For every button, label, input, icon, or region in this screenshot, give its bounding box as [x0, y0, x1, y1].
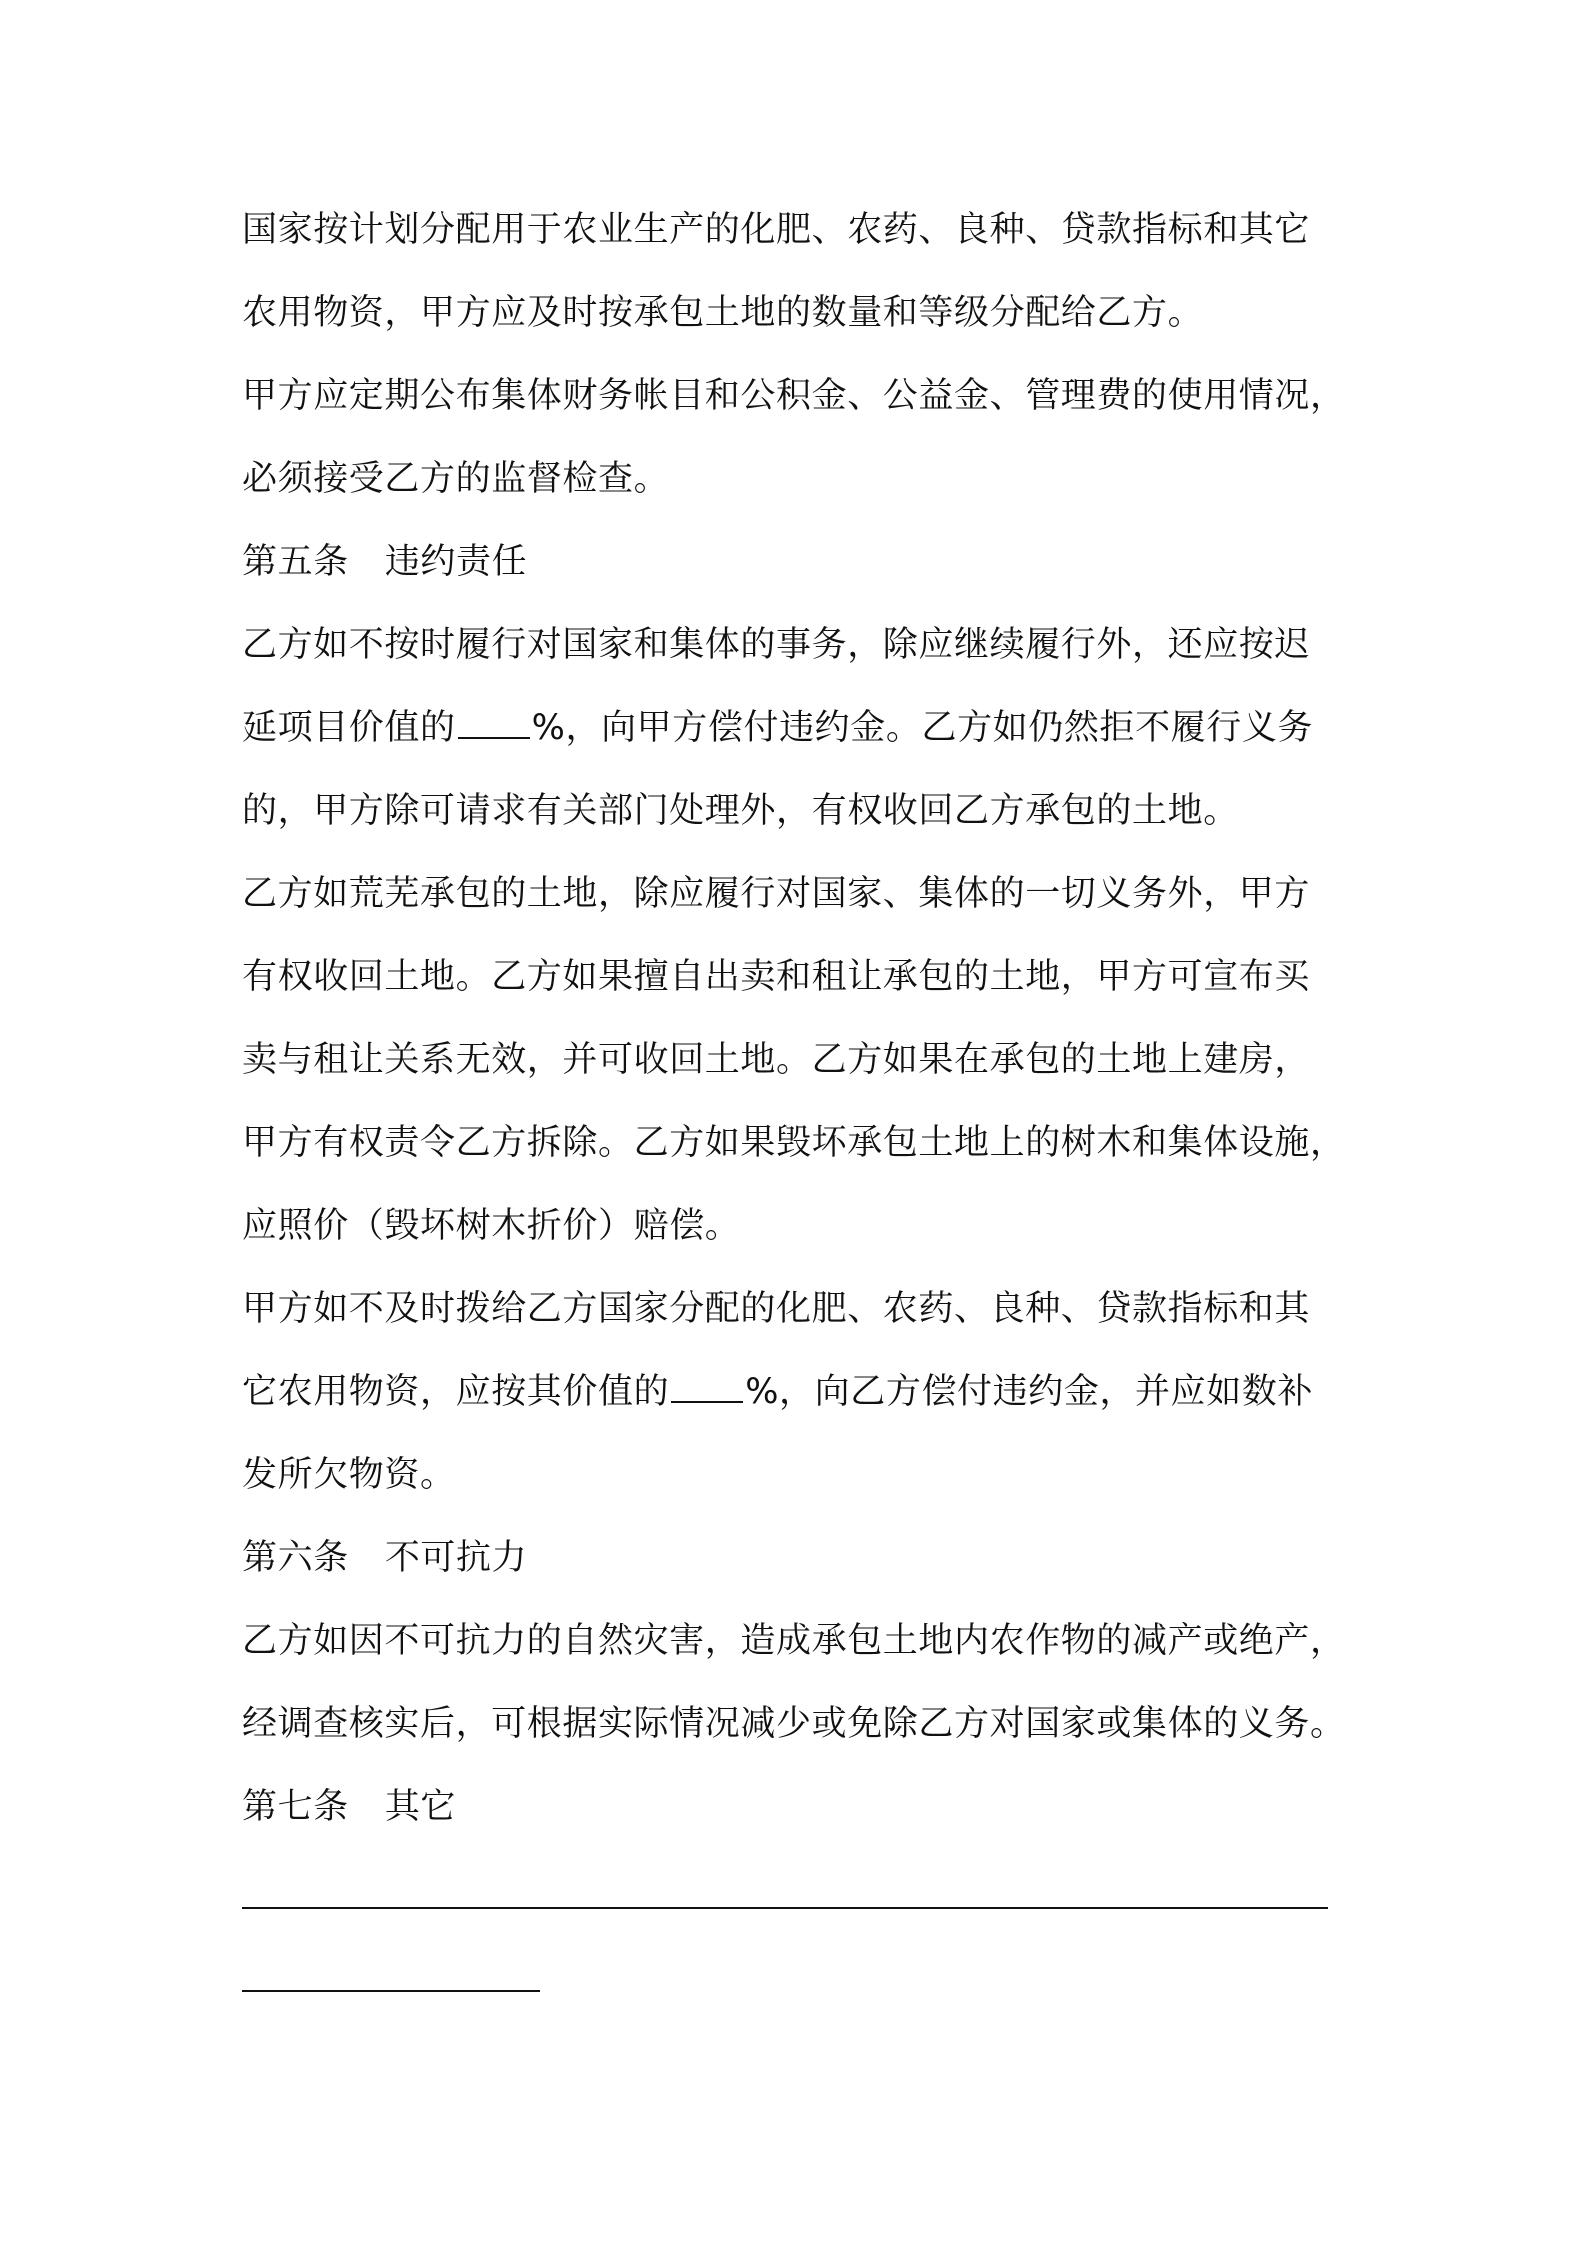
clause-heading: [242, 537, 527, 587]
text-line: 甲方应定期公布集体财务帐目和公积金、公益金、管理费的使用情况，: [242, 376, 1346, 416]
text-line: 甲方有权责令乙方拆除。乙方如果毁坏承包土地上的树木和集体设施，: [242, 1123, 1346, 1163]
fill-in-line: [242, 1907, 1328, 1909]
text-line: 农用物资，甲方应及时按承包土地的数量和等级分配给乙方。: [242, 293, 1204, 333]
clause-heading: [242, 1533, 527, 1583]
fill-in-line: [242, 1990, 540, 1992]
text-line: 卖与租让关系无效，并可收回土地。乙方如果在承包的土地上建房，: [242, 1040, 1311, 1080]
clause-title: 不可抗力: [384, 1538, 528, 1578]
clause-title: 违约责任: [384, 542, 528, 582]
text-line: 乙方如不按时履行对国家和集体的事务，除应继续履行外，还应按迟: [242, 625, 1311, 665]
text-line: 有权收回土地。乙方如果擅自出卖和租让承包的土地，甲方可宣布买: [242, 957, 1311, 997]
text-line: 甲方如不及时拨给乙方国家分配的化肥、农药、良种、贷款指标和其: [242, 1289, 1311, 1329]
text-line: 应照价（毁坏树木折价）赔偿。: [242, 1206, 741, 1246]
fill-in-blank: [458, 707, 530, 739]
fill-in-blank: [671, 1371, 743, 1403]
text-line: 乙方如荒芜承包的土地，除应履行对国家、集体的一切义务外，甲方: [242, 874, 1311, 914]
clause-number: 第七条: [242, 1787, 349, 1827]
text-line: 经调查核实后，可根据实际情况减少或免除乙方对国家或集体的义务。: [242, 1704, 1346, 1744]
text-segment: %，向甲方偿付违约金。乙方如仍然拒不履行义务: [531, 708, 1314, 748]
clause-number: 第五条: [242, 542, 349, 582]
text-line: 国家按计划分配用于农业生产的化肥、农药、良种、贷款指标和其它: [242, 210, 1311, 250]
text-line: [242, 703, 1313, 753]
text-line: 的，甲方除可请求有关部门处理外，有权收回乙方承包的土地。: [242, 791, 1239, 831]
text-line: [242, 1367, 1313, 1417]
text-segment: 延项目价值的: [242, 708, 456, 748]
text-segment: 它农用物资，应按其价值的: [242, 1372, 670, 1412]
clause-title: 其它: [384, 1787, 457, 1827]
text-line: 发所欠物资。: [242, 1455, 456, 1495]
text-line: 必须接受乙方的监督检查。: [242, 459, 670, 499]
text-segment: %，向乙方偿付违约金，并应如数补: [745, 1372, 1314, 1412]
text-line: 乙方如因不可抗力的自然灾害，造成承包土地内农作物的减产或绝产，: [242, 1621, 1346, 1661]
clause-heading: [242, 1782, 456, 1832]
clause-number: 第六条: [242, 1538, 349, 1578]
